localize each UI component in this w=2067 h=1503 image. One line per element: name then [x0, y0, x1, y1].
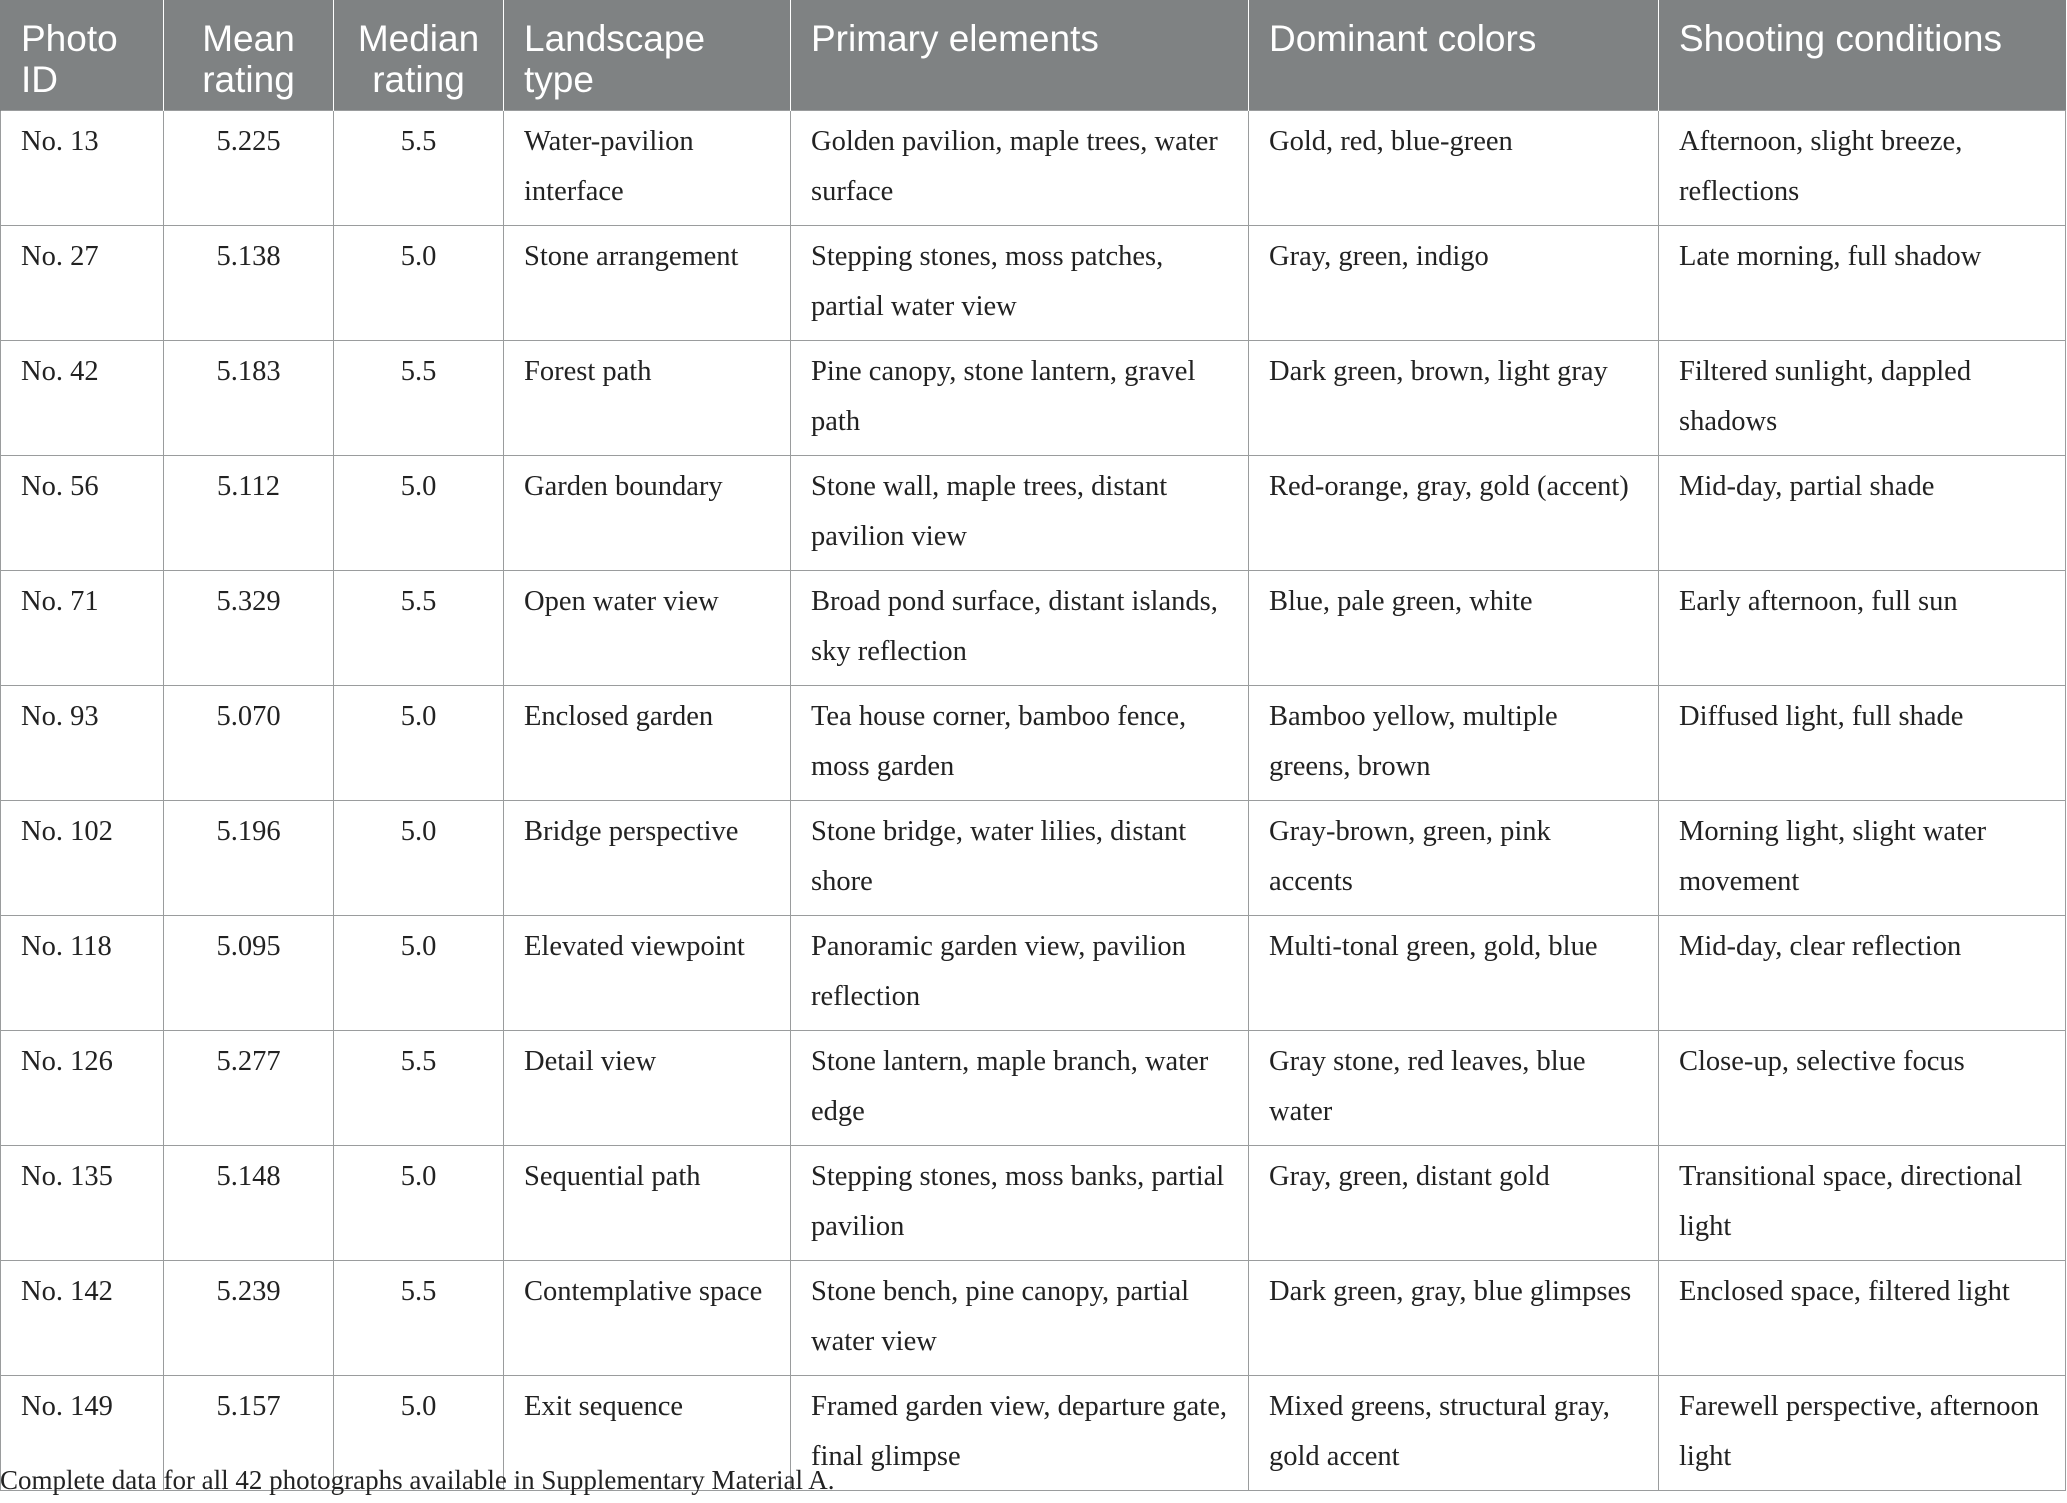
cell-median-rating: 5.5 [334, 341, 504, 456]
cell-shooting-conditions: Farewell perspective, afternoon light [1659, 1376, 2066, 1491]
cell-shooting-conditions: Mid-day, partial shade [1659, 456, 2066, 571]
cell-primary-elements: Pine canopy, stone lantern, gravel path [791, 341, 1249, 456]
cell-mean-rating: 5.329 [164, 571, 334, 686]
cell-shooting-conditions: Early afternoon, full sun [1659, 571, 2066, 686]
cell-primary-elements: Stone wall, maple trees, distant pavilion view [791, 456, 1249, 571]
header-shooting-conditions: Shooting conditions [1659, 0, 2066, 111]
cell-dominant-colors: Gray stone, red leaves, blue water [1249, 1031, 1659, 1146]
cell-shooting-conditions: Afternoon, slight breeze, reflections [1659, 111, 2066, 226]
cell-primary-elements: Broad pond surface, distant islands, sky reflection [791, 571, 1249, 686]
cell-landscape-type: Sequential path [504, 1146, 791, 1261]
cell-mean-rating: 5.112 [164, 456, 334, 571]
cell-landscape-type: Contemplative space [504, 1261, 791, 1376]
cell-dominant-colors: Red-orange, gray, gold (accent) [1249, 456, 1659, 571]
cell-landscape-type: Forest path [504, 341, 791, 456]
cell-median-rating: 5.0 [334, 456, 504, 571]
cell-mean-rating: 5.070 [164, 686, 334, 801]
cell-photo-id: No. 118 [1, 916, 164, 1031]
cell-primary-elements: Stone lantern, maple branch, water edge [791, 1031, 1249, 1146]
cell-median-rating: 5.5 [334, 111, 504, 226]
cell-dominant-colors: Bamboo yellow, multiple greens, brown [1249, 686, 1659, 801]
cell-photo-id: No. 135 [1, 1146, 164, 1261]
cell-photo-id: No. 126 [1, 1031, 164, 1146]
cell-shooting-conditions: Filtered sunlight, dappled shadows [1659, 341, 2066, 456]
cell-dominant-colors: Gold, red, blue-green [1249, 111, 1659, 226]
cell-median-rating: 5.5 [334, 1031, 504, 1146]
cell-median-rating: 5.0 [334, 686, 504, 801]
cell-dominant-colors: Gray, green, distant gold [1249, 1146, 1659, 1261]
cell-shooting-conditions: Enclosed space, filtered light [1659, 1261, 2066, 1376]
cell-median-rating: 5.5 [334, 1261, 504, 1376]
table-row [1, 571, 2066, 686]
cell-dominant-colors: Mixed greens, structural gray, gold accent [1249, 1376, 1659, 1491]
header-row [1, 0, 2066, 111]
cell-mean-rating: 5.095 [164, 916, 334, 1031]
cell-photo-id: No. 71 [1, 571, 164, 686]
cell-primary-elements: Stepping stones, moss banks, partial pavilion [791, 1146, 1249, 1261]
cell-median-rating: 5.0 [334, 1376, 504, 1491]
table-row [1, 686, 2066, 801]
cell-primary-elements: Stone bridge, water lilies, distant shore [791, 801, 1249, 916]
cell-median-rating: 5.0 [334, 801, 504, 916]
cell-dominant-colors: Gray-brown, green, pink accents [1249, 801, 1659, 916]
cell-shooting-conditions: Close-up, selective focus [1659, 1031, 2066, 1146]
cell-shooting-conditions: Diffused light, full shade [1659, 686, 2066, 801]
header-dominant-colors: Dominant colors [1249, 0, 1659, 111]
cell-median-rating: 5.5 [334, 571, 504, 686]
header-landscape-type: Landscape type [504, 0, 791, 111]
cell-landscape-type: Water-pavilion interface [504, 111, 791, 226]
header-primary-elements: Primary elements [791, 0, 1249, 111]
cell-median-rating: 5.0 [334, 916, 504, 1031]
cell-photo-id: No. 13 [1, 111, 164, 226]
cell-landscape-type: Garden boundary [504, 456, 791, 571]
cell-dominant-colors: Multi-tonal green, gold, blue [1249, 916, 1659, 1031]
table-row [1, 801, 2066, 916]
cell-mean-rating: 5.138 [164, 226, 334, 341]
cell-landscape-type: Elevated viewpoint [504, 916, 791, 1031]
cell-landscape-type: Open water view [504, 571, 791, 686]
cell-landscape-type: Stone arrangement [504, 226, 791, 341]
cell-landscape-type: Bridge perspective [504, 801, 791, 916]
cell-landscape-type: Exit sequence [504, 1376, 791, 1491]
cell-primary-elements: Tea house corner, bamboo fence, moss garden [791, 686, 1249, 801]
header-photo-id: Photo ID [1, 0, 164, 111]
cell-primary-elements: Stone bench, pine canopy, partial water view [791, 1261, 1249, 1376]
cell-median-rating: 5.0 [334, 1146, 504, 1261]
cell-shooting-conditions: Morning light, slight water movement [1659, 801, 2066, 916]
table-header [1, 0, 2066, 111]
cell-dominant-colors: Gray, green, indigo [1249, 226, 1659, 341]
table-body [1, 111, 2066, 1491]
table-footnote: Complete data for all 42 photographs available in Supplementary Material A. [0, 1465, 835, 1495]
header-mean-rating: Mean rating [164, 0, 334, 111]
cell-photo-id: No. 142 [1, 1261, 164, 1376]
table-row [1, 1031, 2066, 1146]
cell-landscape-type: Detail view [504, 1031, 791, 1146]
table-row [1, 1261, 2066, 1376]
cell-photo-id: No. 27 [1, 226, 164, 341]
table-row [1, 916, 2066, 1031]
cell-mean-rating: 5.196 [164, 801, 334, 916]
cell-photo-id: No. 93 [1, 686, 164, 801]
cell-dominant-colors: Dark green, gray, blue glimpses [1249, 1261, 1659, 1376]
cell-dominant-colors: Dark green, brown, light gray [1249, 341, 1659, 456]
table-row [1, 341, 2066, 456]
cell-mean-rating: 5.225 [164, 111, 334, 226]
table-row [1, 1146, 2066, 1261]
cell-primary-elements: Framed garden view, departure gate, final glimpse [791, 1376, 1249, 1491]
table-row [1, 226, 2066, 341]
cell-primary-elements: Stepping stones, moss patches, partial water view [791, 226, 1249, 341]
cell-photo-id: No. 42 [1, 341, 164, 456]
table-row [1, 456, 2066, 571]
cell-shooting-conditions: Transitional space, directional light [1659, 1146, 2066, 1261]
cell-landscape-type: Enclosed garden [504, 686, 791, 801]
header-median-rating: Median rating [334, 0, 504, 111]
cell-shooting-conditions: Late morning, full shadow [1659, 226, 2066, 341]
cell-dominant-colors: Blue, pale green, white [1249, 571, 1659, 686]
cell-mean-rating: 5.148 [164, 1146, 334, 1261]
cell-photo-id: No. 149 [1, 1376, 164, 1491]
cell-median-rating: 5.0 [334, 226, 504, 341]
cell-mean-rating: 5.239 [164, 1261, 334, 1376]
cell-mean-rating: 5.183 [164, 341, 334, 456]
cell-mean-rating: 5.157 [164, 1376, 334, 1491]
cell-shooting-conditions: Mid-day, clear reflection [1659, 916, 2066, 1031]
cell-primary-elements: Golden pavilion, maple trees, water surface [791, 111, 1249, 226]
table-row [1, 111, 2066, 226]
cell-photo-id: No. 56 [1, 456, 164, 571]
cell-primary-elements: Panoramic garden view, pavilion reflection [791, 916, 1249, 1031]
cell-mean-rating: 5.277 [164, 1031, 334, 1146]
cell-photo-id: No. 102 [1, 801, 164, 916]
